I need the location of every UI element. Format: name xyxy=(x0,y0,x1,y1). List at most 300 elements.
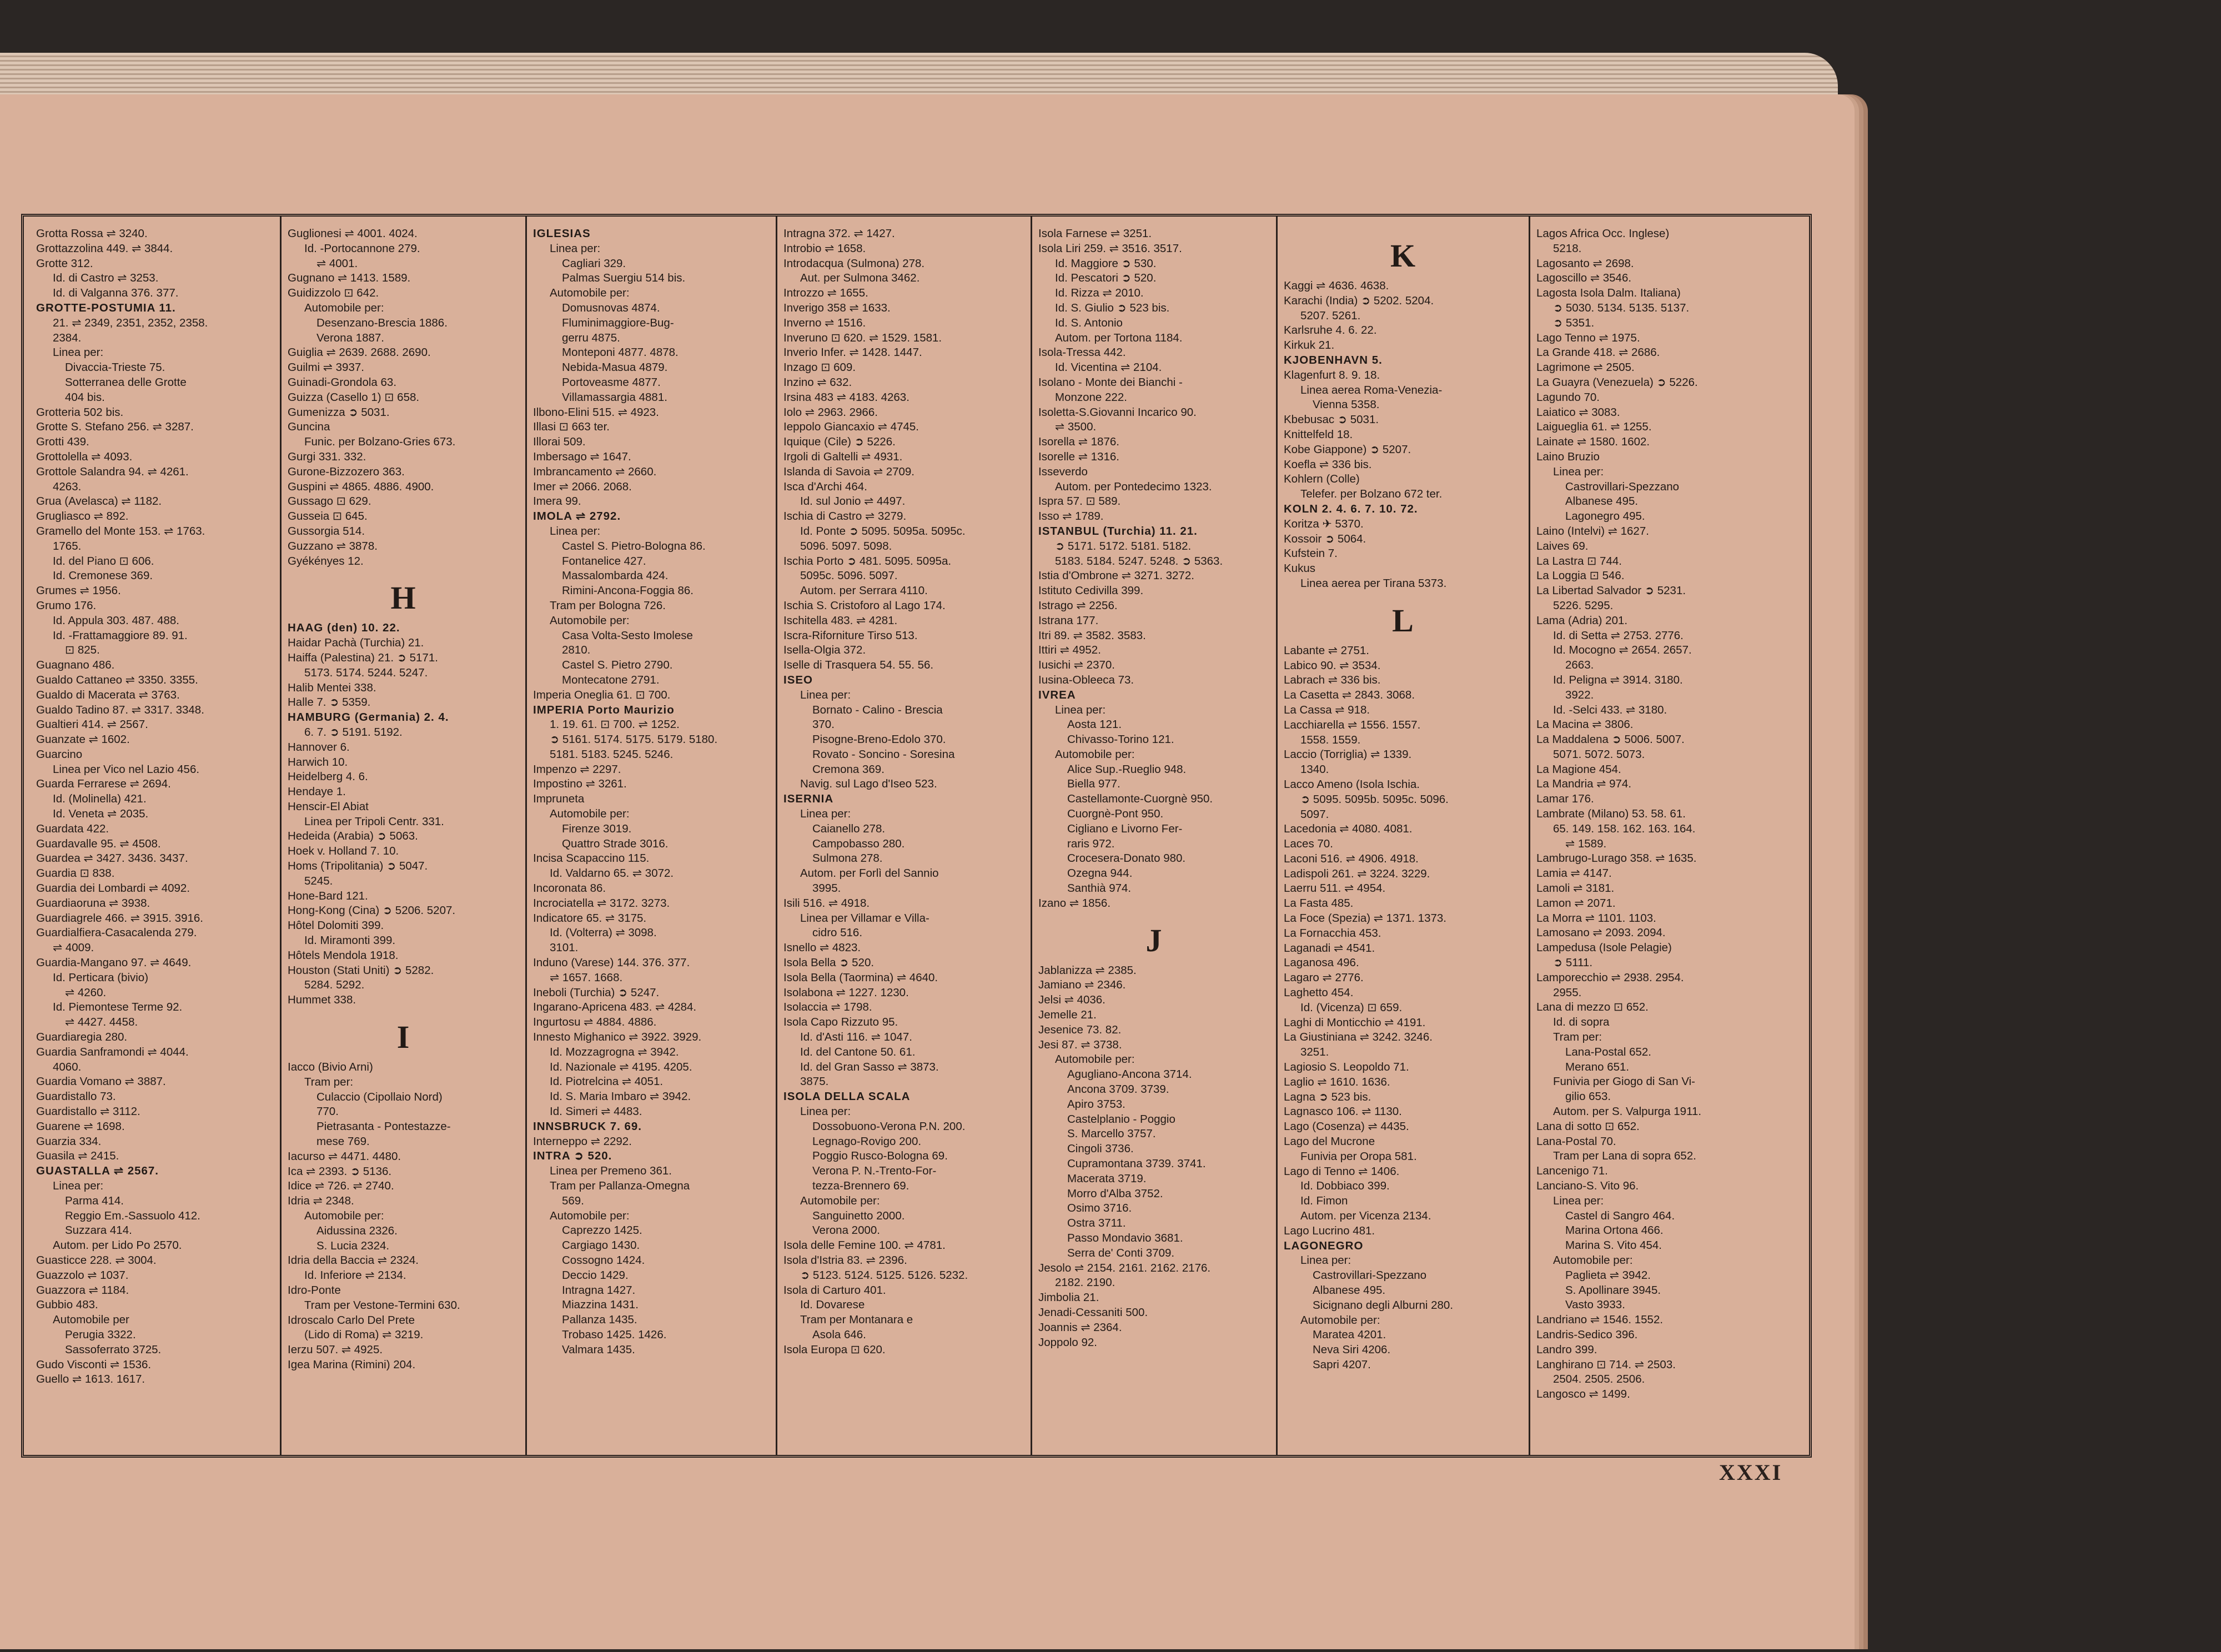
index-entry: 65. 149. 158. 162. 163. 164. xyxy=(1553,822,1696,835)
index-entry: ⇌ 4260. xyxy=(65,986,107,999)
index-entry: 5218. xyxy=(1553,242,1582,255)
index-entry: Guasticce 228. ⇌ 3004. xyxy=(36,1253,157,1267)
index-entry: 2384. xyxy=(53,331,82,344)
index-entry: Laganosa 496. xyxy=(1284,956,1359,970)
index-heading: HAMBURG (Germania) 2. 4. xyxy=(288,711,449,724)
index-entry: Quattro Strade 3016. xyxy=(562,837,669,850)
index-column-3 xyxy=(527,227,775,1451)
index-entry: Lago di Tenno ⇌ 1406. xyxy=(1284,1164,1400,1178)
index-entry: 4060. xyxy=(53,1060,82,1073)
index-entry: Guarene ⇌ 1698. xyxy=(36,1119,125,1133)
index-entry: Isoletta-S.Giovanni Incarico 90. xyxy=(1038,405,1197,419)
index-heading: HAAG (den) 10. 22. xyxy=(288,621,400,635)
index-entry: Jesolo ⇌ 2154. 2161. 2162. 2176. xyxy=(1038,1261,1211,1274)
index-entry: Inverio Infer. ⇌ 1428. 1447. xyxy=(783,346,922,359)
index-entry: Guardia ⊡ 838. xyxy=(36,867,115,880)
index-entry: Ingarano-Apricena 483. ⇌ 4284. xyxy=(533,1001,697,1014)
index-entry: Grugliasco ⇌ 892. xyxy=(36,510,129,523)
index-entry: Tram per: xyxy=(304,1075,354,1088)
index-entry: Automobile per: xyxy=(550,807,630,821)
index-entry: 3875. xyxy=(800,1075,829,1088)
index-entry: Grotta Rossa ⇌ 3240. xyxy=(36,227,148,240)
index-entry: Id. Peligna ⇌ 3914. 3180. xyxy=(1553,673,1683,686)
index-entry: Cremona 369. xyxy=(812,762,885,776)
index-entry: Linea per: xyxy=(550,524,601,538)
index-entry: 3101. xyxy=(550,941,579,955)
index-entry: Id. Nazionale ⇌ 4195. 4205. xyxy=(550,1060,692,1073)
index-entry: Id. di Valganna 376. 377. xyxy=(53,287,179,300)
index-heading: IMOLA ⇌ 2792. xyxy=(533,510,621,523)
index-entry: Castellamonte-Cuorgnè 950. xyxy=(1067,792,1213,806)
index-entry: Kufstein 7. xyxy=(1284,547,1338,560)
index-entry: Gugnano ⇌ 1413. 1589. xyxy=(288,272,411,285)
index-entry: Id. -Selci 433. ⇌ 3180. xyxy=(1553,703,1667,716)
index-entry: Asola 646. xyxy=(812,1328,866,1341)
index-entry: ⇌ 4427. 4458. xyxy=(65,1016,138,1029)
index-entry: Trobaso 1425. 1426. xyxy=(562,1328,667,1341)
index-entry: Id. Piotrelcina ⇌ 4051. xyxy=(550,1075,664,1088)
index-entry: Firenze 3019. xyxy=(562,822,632,835)
index-entry: Cuorgnè-Pont 950. xyxy=(1067,807,1164,821)
index-entry: Langhirano ⊡ 714. ⇌ 2503. xyxy=(1536,1358,1676,1371)
index-column-6 xyxy=(1278,227,1527,1451)
index-entry: Kossoir ➲ 5064. xyxy=(1284,532,1366,545)
index-entry: La Giustiniana ⇌ 3242. 3246. xyxy=(1284,1031,1433,1044)
index-entry: 5095c. 5096. 5097. xyxy=(800,569,898,583)
index-entry: Ischia Porto ➲ 481. 5095. 5095a. xyxy=(783,554,952,568)
index-entry: Guazzolo ⇌ 1037. xyxy=(36,1268,129,1282)
index-entry: Lana di sotto ⊡ 652. xyxy=(1536,1119,1640,1133)
index-entry: Isola delle Femine 100. ⇌ 4781. xyxy=(783,1239,946,1252)
index-entry: Induno (Varese) 144. 376. 377. xyxy=(533,956,690,970)
index-entry: La Cassa ⇌ 918. xyxy=(1284,703,1370,716)
index-entry: Imera 99. xyxy=(533,495,581,508)
index-entry: Aosta 121. xyxy=(1067,718,1122,731)
index-entry: Sapri 4207. xyxy=(1313,1358,1371,1371)
index-entry: Merano 651. xyxy=(1565,1060,1630,1073)
index-entry: Gurgi 331. 332. xyxy=(288,450,366,463)
index-entry: Poggio Rusco-Bologna 69. xyxy=(812,1149,948,1163)
index-entry: Heidelberg 4. 6. xyxy=(288,770,368,784)
index-entry: Id. S. Antonio xyxy=(1055,316,1123,329)
index-entry: Tram per Vestone-Termini 630. xyxy=(304,1298,460,1312)
index-entry: Vasto 3933. xyxy=(1565,1298,1625,1312)
index-column-7 xyxy=(1531,227,1808,1451)
index-entry: Laccio (Torriglia) ⇌ 1339. xyxy=(1284,748,1412,761)
index-entry: Pisogne-Breno-Edolo 370. xyxy=(812,733,946,746)
index-entry: Itri 89. ⇌ 3582. 3583. xyxy=(1038,629,1146,642)
index-entry: Landriano ⇌ 1546. 1552. xyxy=(1536,1313,1664,1327)
index-entry: Gussago ⊡ 629. xyxy=(288,495,371,508)
index-entry: Isorelle ⇌ 1316. xyxy=(1038,450,1119,463)
index-entry: 3251. xyxy=(1300,1046,1329,1059)
index-entry: Lago Tenno ⇌ 1975. xyxy=(1536,331,1640,344)
index-entry: Iselle di Trasquera 54. 55. 56. xyxy=(783,659,934,672)
index-entry: Autom. per Pontedecimo 1323. xyxy=(1055,480,1212,493)
index-entry: Bornato - Calino - Brescia xyxy=(812,703,943,716)
index-entry: ⊡ 825. xyxy=(65,644,100,657)
index-entry: Isolano - Monte dei Bianchi - xyxy=(1038,375,1183,389)
index-entry: 5245. xyxy=(304,874,333,887)
index-entry: Castel S. Pietro 2790. xyxy=(562,659,673,672)
index-column-2 xyxy=(282,227,524,1451)
index-entry: Harwich 10. xyxy=(288,755,348,769)
index-entry: Automobile per: xyxy=(800,1194,880,1207)
index-entry: Caianello 278. xyxy=(812,822,886,835)
index-entry: Izano ⇌ 1856. xyxy=(1038,896,1111,910)
index-entry: La Libertad Salvador ➲ 5231. xyxy=(1536,584,1686,597)
index-entry: Laghetto 454. xyxy=(1284,986,1354,1000)
index-entry: Kohlern (Colle) xyxy=(1284,473,1360,486)
index-entry: Automobile per: xyxy=(304,1209,384,1223)
index-entry: 2182. 2190. xyxy=(1055,1276,1115,1289)
index-entry: Gubbio 483. xyxy=(36,1298,98,1312)
index-entry: Halle 7. ➲ 5359. xyxy=(288,696,371,709)
index-entry: Pallanza 1435. xyxy=(562,1313,637,1327)
index-entry: Irsina 483 ⇌ 4183. 4263. xyxy=(783,390,909,404)
index-entry: Autom. per Vicenza 2134. xyxy=(1300,1209,1431,1223)
index-entry: Gualtieri 414. ⇌ 2567. xyxy=(36,718,148,731)
index-entry: Id. Veneta ⇌ 2035. xyxy=(53,807,149,821)
index-entry: Id. Valdarno 65. ⇌ 3072. xyxy=(550,867,674,880)
index-entry: 404 bis. xyxy=(65,390,105,404)
index-entry: Id. di Castro ⇌ 3253. xyxy=(53,272,159,285)
index-entry: Id. Dobbiaco 399. xyxy=(1300,1179,1390,1193)
index-entry: Ilbono-Elini 515. ⇌ 4923. xyxy=(533,405,659,419)
index-entry: La Magione 454. xyxy=(1536,762,1621,776)
index-entry: Lamporecchio ⇌ 2938. 2954. xyxy=(1536,971,1684,984)
index-entry: Biella 977. xyxy=(1067,777,1120,791)
index-entry: Tram per Pallanza-Omegna xyxy=(550,1179,690,1192)
index-entry: Iusichi ⇌ 2370. xyxy=(1038,659,1115,672)
index-entry: 3995. xyxy=(812,882,841,895)
index-entry: Id. Mocogno ⇌ 2654. 2657. xyxy=(1553,644,1692,657)
index-entry: 770. xyxy=(316,1105,339,1118)
index-entry: Lana di mezzo ⊡ 652. xyxy=(1536,1001,1649,1014)
index-entry: Haiffa (Palestina) 21. ➲ 5171. xyxy=(288,651,438,664)
index-entry: 6. 7. ➲ 5191. 5192. xyxy=(304,725,403,739)
index-entry: Linea aerea per Tirana 5373. xyxy=(1300,576,1447,590)
index-entry: Idice ⇌ 726. ⇌ 2740. xyxy=(288,1179,394,1193)
index-entry: Isola Capo Rizzuto 95. xyxy=(783,1016,898,1029)
index-entry: Castrovillari-Spezzano xyxy=(1565,480,1680,493)
index-entry: Koritza ✈ 5370. xyxy=(1284,517,1364,530)
index-entry: Istrana 177. xyxy=(1038,614,1099,627)
index-entry: Funic. per Bolzano-Gries 673. xyxy=(304,435,456,449)
index-entry: Linea per Premeno 361. xyxy=(550,1164,672,1178)
index-entry: Guardiaregia 280. xyxy=(36,1031,128,1044)
index-entry: Halib Mentei 338. xyxy=(288,681,376,694)
index-entry: Id. Simeri ⇌ 4483. xyxy=(550,1105,642,1118)
index-entry: Id. (Vicenza) ⊡ 659. xyxy=(1300,1001,1403,1014)
index-entry: Guspini ⇌ 4865. 4886. 4900. xyxy=(288,480,434,493)
index-entry: Automobile per: xyxy=(550,1209,630,1222)
index-entry: ➲ 5123. 5124. 5125. 5126. 5232. xyxy=(800,1268,968,1282)
index-entry: Hone-Bard 121. xyxy=(288,889,368,902)
column-rule xyxy=(1031,217,1032,1455)
index-entry: Ierzu 507. ⇌ 4925. xyxy=(288,1343,383,1357)
index-entry: Linea per Villamar e Villa- xyxy=(800,911,929,925)
index-entry: Imbersago ⇌ 1647. xyxy=(533,450,631,463)
index-entry: Ozegna 944. xyxy=(1067,867,1133,880)
index-entry: Ieppolo Giancaxio ⇌ 4745. xyxy=(783,420,919,434)
index-entry: Lamia ⇌ 4147. xyxy=(1536,867,1612,880)
index-entry: Osimo 3716. xyxy=(1067,1202,1132,1215)
index-entry: Tram per: xyxy=(1553,1031,1602,1044)
index-entry: Id. -Frattamaggiore 89. 91. xyxy=(53,629,188,642)
index-entry: Desenzano-Brescia 1886. xyxy=(316,316,448,329)
index-entry: Deccio 1429. xyxy=(562,1268,629,1282)
index-entry: Linea aerea Roma-Venezia- xyxy=(1300,383,1443,396)
index-entry: Lacedonia ⇌ 4080. 4081. xyxy=(1284,822,1413,836)
index-entry: Id. (Molinella) 421. xyxy=(53,792,147,806)
index-entry: Alice Sup.-Rueglio 948. xyxy=(1067,762,1187,776)
index-entry: Lagundo 70. xyxy=(1536,390,1600,404)
index-entry: Automobile per: xyxy=(1055,747,1135,761)
index-entry: Albanese 495. xyxy=(1565,495,1639,508)
index-entry: Kirkuk 21. xyxy=(1284,339,1335,352)
index-entry: Id. Piemontese Terme 92. xyxy=(53,1001,183,1014)
index-entry: Id. Inferiore ⇌ 2134. xyxy=(304,1269,406,1282)
index-entry: Caprezzo 1425. xyxy=(562,1224,642,1237)
index-entry: Tram per Bologna 726. xyxy=(550,599,666,612)
index-entry: Guarzia 334. xyxy=(36,1134,102,1148)
column-rule xyxy=(525,217,527,1455)
index-entry: Introdacqua (Sulmona) 278. xyxy=(783,257,925,270)
index-entry: Iacco (Bivio Arni) xyxy=(288,1061,373,1074)
index-entry: Iquique (Cile) ➲ 5226. xyxy=(783,435,896,449)
index-entry: Id. (Volterra) ⇌ 3098. xyxy=(550,926,657,940)
index-entry: Impostino ⇌ 3261. xyxy=(533,777,627,791)
index-entry: Cagliari 329. xyxy=(562,257,626,270)
index-entry: Id. S. Giulio ➲ 523 bis. xyxy=(1055,301,1170,314)
index-entry: Neva Siri 4206. xyxy=(1313,1343,1391,1357)
index-entry: Illorai 509. xyxy=(533,435,586,449)
index-entry: Grua (Avelasca) ⇌ 1182. xyxy=(36,495,162,508)
index-entry: Autom. per Forlì del Sannio xyxy=(800,867,939,880)
section-letter: H xyxy=(390,580,416,616)
index-entry: Suzzara 414. xyxy=(65,1224,132,1237)
index-entry: Laino (Intelvi) ⇌ 1627. xyxy=(1536,524,1649,538)
index-entry: Linea per: xyxy=(800,688,851,701)
index-entry: Isorella ⇌ 1876. xyxy=(1038,435,1119,449)
index-entry: Haidar Pachà (Turchia) 21. xyxy=(288,636,424,650)
index-entry: 1558. 1559. xyxy=(1300,733,1361,746)
index-entry: Aidussina 2326. xyxy=(316,1224,398,1237)
column-rule xyxy=(280,217,282,1455)
index-entry: Automobile per: xyxy=(1300,1313,1380,1327)
index-entry: Inveruno ⊡ 620. ⇌ 1529. 1581. xyxy=(783,331,942,344)
index-entry: Campobasso 280. xyxy=(812,837,905,850)
index-entry: Ancona 3709. 3739. xyxy=(1067,1083,1169,1096)
index-entry: Id. d'Asti 116. ⇌ 1047. xyxy=(800,1031,912,1044)
index-entry: Lagnasco 106. ⇌ 1130. xyxy=(1284,1105,1402,1118)
index-heading: ISEO xyxy=(783,673,813,686)
index-entry: Isola Liri 259. ⇌ 3516. 3517. xyxy=(1038,242,1182,255)
index-entry: Id. Cremonese 369. xyxy=(53,569,153,583)
index-entry: Laerru 511. ⇌ 4954. xyxy=(1284,882,1386,895)
index-entry: Guarcino xyxy=(36,747,83,761)
index-entry: La Maddalena ➲ 5006. 5007. xyxy=(1536,733,1685,746)
index-entry: 3922. xyxy=(1565,688,1594,701)
index-entry: Lambrate (Milano) 53. 58. 61. xyxy=(1536,807,1686,821)
index-entry: 569. xyxy=(562,1194,584,1207)
index-entry: La Casetta ⇌ 2843. 3068. xyxy=(1284,689,1415,702)
index-entry: Isca d'Archi 464. xyxy=(783,480,867,493)
index-entry: Reggio Em.-Sassuolo 412. xyxy=(65,1209,200,1222)
index-heading: IMPERIA Porto Maurizio xyxy=(533,703,675,716)
index-heading: INNSBRUCK 7. 69. xyxy=(533,1119,642,1133)
index-entry: Macerata 3719. xyxy=(1067,1172,1147,1185)
index-entry: Gurone-Bizzozero 363. xyxy=(288,465,405,478)
index-entry: Linea per Vico nel Lazio 456. xyxy=(53,762,200,776)
index-entry: S. Lucia 2324. xyxy=(316,1239,390,1252)
section-letter: J xyxy=(1145,922,1162,958)
column-rule xyxy=(1529,217,1530,1455)
index-entry: ➲ 5111. xyxy=(1553,956,1593,970)
index-entry: Lana-Postal 70. xyxy=(1536,1134,1616,1148)
index-entry: Casa Volta-Sesto Imolese xyxy=(562,629,693,642)
index-entry: Gussorgia 514. xyxy=(288,524,365,538)
index-entry: Tram per Montanara e xyxy=(800,1313,913,1327)
index-entry: Iscra-Riforniture Tirso 513. xyxy=(783,629,918,642)
index-entry: 1340. xyxy=(1300,763,1329,776)
index-entry: Guardia Sanframondi ⇌ 4044. xyxy=(36,1045,189,1058)
index-entry: Isola di Carturo 401. xyxy=(783,1283,886,1297)
index-entry: Dossobuono-Verona P.N. 200. xyxy=(812,1119,966,1133)
index-entry: Telefer. per Bolzano 672 ter. xyxy=(1300,488,1443,501)
index-entry: 1765. xyxy=(53,539,82,553)
index-entry: Isolabona ⇌ 1227. 1230. xyxy=(783,986,909,999)
index-entry: 2504. 2505. 2506. xyxy=(1553,1373,1645,1386)
index-entry: Id. di Setta ⇌ 2753. 2776. xyxy=(1553,629,1684,642)
index-heading: KJOBENHAVN 5. xyxy=(1284,353,1383,366)
index-entry: Linea per: xyxy=(1553,465,1604,478)
index-entry: ⇌ 4001. xyxy=(316,257,358,270)
index-entry: Laglio ⇌ 1610. 1636. xyxy=(1284,1075,1390,1088)
index-entry: Isolaccia ⇌ 1798. xyxy=(783,1001,872,1014)
index-entry: ➲ 5095. 5095b. 5095c. 5096. xyxy=(1300,792,1449,806)
index-entry: Linea per: xyxy=(1300,1254,1351,1267)
index-entry: Inzino ⇌ 632. xyxy=(783,375,852,389)
index-entry: 5173. 5174. 5244. 5247. xyxy=(304,666,428,679)
index-entry: Istrago ⇌ 2256. xyxy=(1038,599,1118,612)
index-entry: Domusnovas 4874. xyxy=(562,301,660,314)
index-entry: Isili 516. ⇌ 4918. xyxy=(783,896,870,910)
index-entry: Imer ⇌ 2066. 2068. xyxy=(533,480,632,493)
index-entry: La Mandria ⇌ 974. xyxy=(1536,777,1632,791)
index-entry: Joppolo 92. xyxy=(1038,1335,1098,1349)
index-entry: Incoronata 86. xyxy=(533,882,606,895)
index-entry: Laiatico ⇌ 3083. xyxy=(1536,405,1620,419)
index-entry: Automobile per xyxy=(53,1313,129,1327)
index-entry: Nebida-Masua 4879. xyxy=(562,361,668,374)
index-entry: Sanguinetto 2000. xyxy=(812,1209,905,1222)
index-entry: La Lastra ⊡ 744. xyxy=(1536,554,1622,568)
index-entry: Lagaro ⇌ 2776. xyxy=(1284,971,1364,985)
index-entry: Id. Maggiore ➲ 530. xyxy=(1055,257,1157,270)
index-entry: 5226. 5295. xyxy=(1553,599,1614,612)
index-entry: Laces 70. xyxy=(1284,837,1333,851)
index-entry: Lagna ➲ 523 bis. xyxy=(1284,1090,1371,1103)
index-entry: Innesto Mighanico ⇌ 3922. 3929. xyxy=(533,1031,702,1044)
index-entry: Ispra 57. ⊡ 589. xyxy=(1038,495,1121,508)
index-entry: Linea per: xyxy=(800,1105,851,1118)
index-entry: Id. sul Jonio ⇌ 4497. xyxy=(800,495,906,508)
index-entry: Lambrugo-Lurago 358. ⇌ 1635. xyxy=(1536,852,1697,865)
index-entry: Lanciano-S. Vito 96. xyxy=(1536,1179,1639,1192)
index-entry: Langosco ⇌ 1499. xyxy=(1536,1388,1630,1401)
index-entry: Grotti 439. xyxy=(36,435,89,449)
index-entry: Jablanizza ⇌ 2385. xyxy=(1038,963,1137,977)
index-entry: Crocesera-Donato 980. xyxy=(1067,852,1186,865)
index-entry: Grotte S. Stefano 256. ⇌ 3287. xyxy=(36,420,194,434)
index-entry: Labrach ⇌ 336 bis. xyxy=(1284,674,1381,687)
index-entry: Inverigo 358 ⇌ 1633. xyxy=(783,301,891,314)
column-rule xyxy=(1276,217,1278,1455)
index-entry: Guncina xyxy=(288,420,330,434)
index-entry: Kobe Giappone) ➲ 5207. xyxy=(1284,443,1411,456)
index-entry: Isola Bella ➲ 520. xyxy=(783,956,875,970)
index-entry: (Lido di Roma) ⇌ 3219. xyxy=(304,1328,424,1342)
index-entry: Linea per: xyxy=(53,1179,104,1192)
index-entry: Lampedusa (Isole Pelagie) xyxy=(1536,941,1672,955)
index-entry: Villamassargia 4881. xyxy=(562,390,667,404)
index-entry: Divaccia-Trieste 75. xyxy=(65,361,165,374)
index-entry: Interneppo ⇌ 2292. xyxy=(533,1134,632,1148)
index-entry: Maratea 4201. xyxy=(1313,1328,1386,1342)
index-entry: La Grande 418. ⇌ 2686. xyxy=(1536,346,1660,359)
index-entry: Castrovillari-Spezzano xyxy=(1313,1269,1427,1282)
index-entry: Palmas Suergiu 514 bis. xyxy=(562,272,686,285)
index-entry: Guardavalle 95. ⇌ 4508. xyxy=(36,837,161,850)
index-entry: Lagoscillo ⇌ 3546. xyxy=(1536,272,1632,285)
index-entry: Guardia-Mangano 97. ⇌ 4649. xyxy=(36,956,192,970)
index-entry: Islanda di Savoia ⇌ 2709. xyxy=(783,465,915,478)
index-entry: Guardialfiera-Casacalenda 279. xyxy=(36,926,197,940)
index-entry: Cargiago 1430. xyxy=(562,1239,640,1252)
index-entry: Ischia S. Cristoforo al Lago 174. xyxy=(783,599,946,612)
index-entry: Lacco Ameno (Isola Ischia. xyxy=(1284,777,1420,791)
index-entry: Culaccio (Cipollaio Nord) xyxy=(316,1090,443,1103)
index-entry: Id. -Portocannone 279. xyxy=(304,242,420,255)
index-entry: Ostra 3711. xyxy=(1067,1217,1126,1230)
index-entry: Marina Ortona 466. xyxy=(1565,1224,1664,1237)
index-entry: Incisa Scapaccino 115. xyxy=(533,852,650,865)
index-entry: Chivasso-Torino 121. xyxy=(1067,733,1174,746)
index-entry: Lamar 176. xyxy=(1536,792,1594,806)
index-entry: Laino Bruzio xyxy=(1536,450,1600,463)
index-entry: Gualdo Cattaneo ⇌ 3350. 3355. xyxy=(36,673,198,686)
index-entry: Gyékényes 12. xyxy=(288,554,364,568)
index-entry: Agugliano-Ancona 3714. xyxy=(1067,1068,1192,1081)
index-entry: Isola Farnese ⇌ 3251. xyxy=(1038,227,1152,240)
index-entry: Autom. per S. Valpurga 1911. xyxy=(1553,1105,1702,1118)
index-entry: Gualdo di Macerata ⇌ 3763. xyxy=(36,688,180,701)
index-entry: Hong-Kong (Cina) ➲ 5206. 5207. xyxy=(288,904,456,917)
index-entry: 5181. 5183. 5245. 5246. xyxy=(550,747,674,761)
index-entry: Navig. sul Lago d'Iseo 523. xyxy=(800,777,937,791)
index-heading: ISERNIA xyxy=(783,792,834,806)
index-entry: Isso ⇌ 1789. xyxy=(1038,510,1104,523)
index-entry: ⇌ 4009. xyxy=(53,941,94,955)
index-entry: raris 972. xyxy=(1067,837,1115,850)
index-entry: Hôtel Dolomiti 399. xyxy=(288,919,384,932)
index-entry: La Morra ⇌ 1101. 1103. xyxy=(1536,911,1656,925)
index-entry: Lago Lucrino 481. xyxy=(1284,1224,1375,1237)
index-entry: Castel S. Pietro-Bologna 86. xyxy=(562,539,706,553)
index-entry: Guilmi ⇌ 3937. xyxy=(288,361,364,374)
